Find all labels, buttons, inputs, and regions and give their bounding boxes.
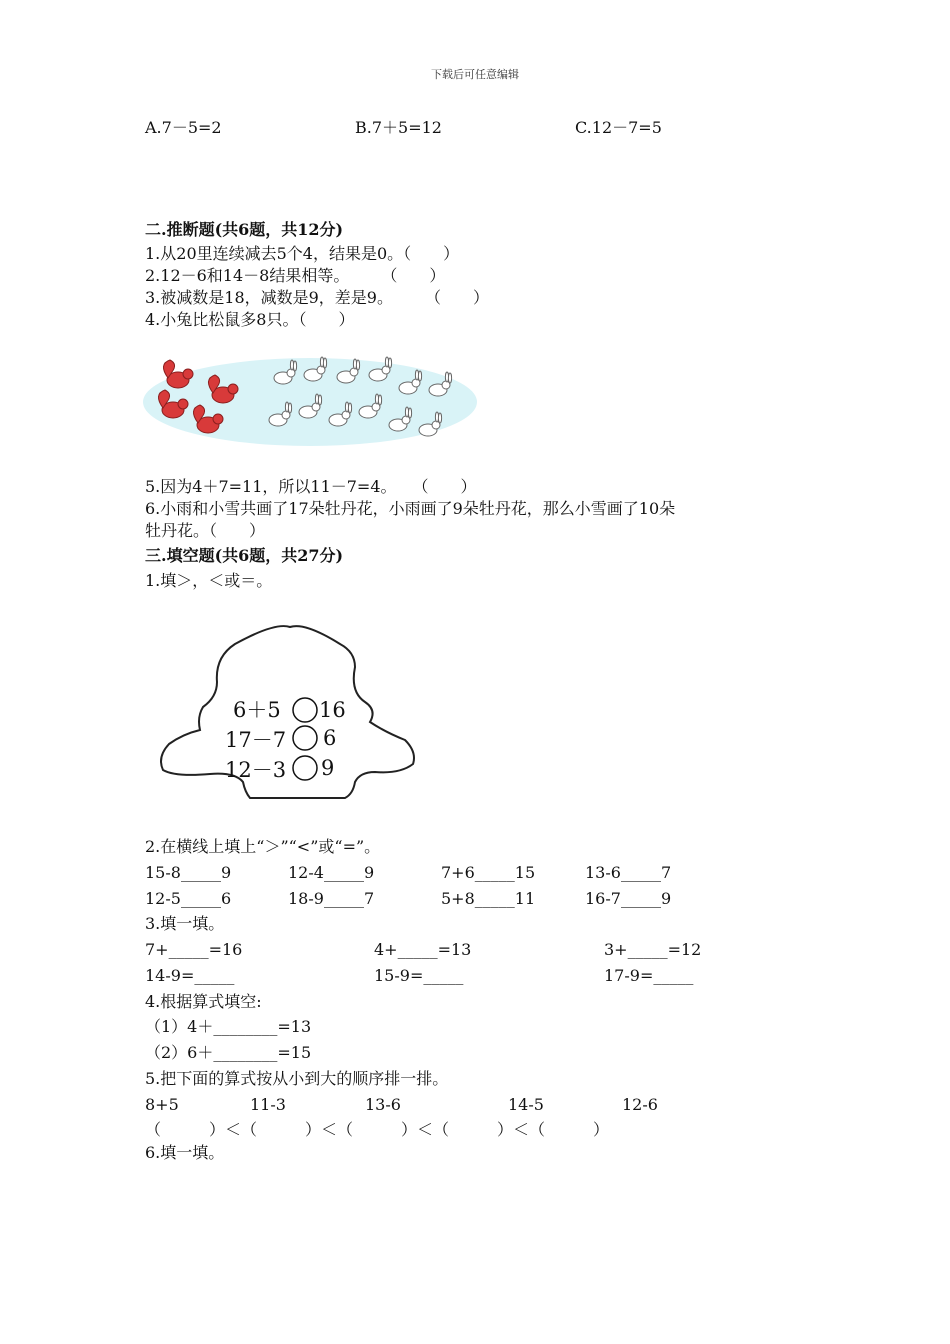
judge-q2: 2.12－6和14－8结果相等。 （ ） — [145, 266, 446, 285]
fill-q1: 1.填＞，＜或＝。 — [145, 571, 273, 590]
q2-r2-c4[interactable]: 16-7_____9 — [585, 889, 672, 908]
q5-expr-2: 11-3 — [250, 1095, 286, 1114]
tree-row2-right: 6 — [323, 726, 337, 750]
q3-r1-c3[interactable]: 3+_____=12 — [604, 940, 702, 959]
tree-comparison-figure — [155, 622, 420, 804]
tree-row3-left: 12－3 — [225, 758, 287, 782]
judge-q1: 1.从20里连续减去5个4，结果是0。（ ） — [145, 244, 460, 263]
q5-expr-5: 12-6 — [622, 1095, 658, 1114]
option-b: B.7＋5=12 — [355, 118, 442, 137]
q5-expr-1: 8+5 — [145, 1095, 179, 1114]
judge-q5: 5.因为4＋7=11，所以11－7=4。 （ ） — [145, 477, 477, 496]
judge-q6-line2: 牡丹花。（ ） — [145, 521, 266, 540]
q4-a[interactable]: （1）4＋________=13 — [145, 1017, 312, 1036]
tree-row2-left: 17－7 — [225, 728, 287, 752]
tree-row1-left: 6＋5 — [233, 698, 281, 722]
tree-row3-right: 9 — [321, 756, 335, 780]
compare-circle-1[interactable] — [293, 698, 317, 722]
squirrels-rabbits-picture — [143, 350, 478, 450]
judge-q3: 3.被减数是18，减数是9，差是9。 （ ） — [145, 288, 489, 307]
fill-q2: 2.在横线上填上“＞”“<”或“=”。 — [145, 837, 381, 856]
q3-r1-c1[interactable]: 7+_____=16 — [145, 940, 243, 959]
q2-r2-c3[interactable]: 5+8_____11 — [441, 889, 536, 908]
q3-r1-c2[interactable]: 4+_____=13 — [374, 940, 472, 959]
q2-r1-c1[interactable]: 15-8_____9 — [145, 863, 232, 882]
q5-expr-3: 13-6 — [365, 1095, 401, 1114]
q3-r2-c3[interactable]: 17-9=_____ — [604, 966, 694, 985]
fill-q4: 4.根据算式填空: — [145, 992, 262, 1011]
section3-title: 三.填空题(共6题，共27分) — [145, 546, 344, 565]
judge-q4: 4.小兔比松鼠多8只。（ ） — [145, 310, 355, 329]
q2-r1-c3[interactable]: 7+6_____15 — [441, 863, 536, 882]
judge-q6-line1: 6.小雨和小雪共画了17朵牡丹花，小雨画了9朵牡丹花，那么小雪画了10朵 — [145, 499, 676, 518]
q3-r2-c1[interactable]: 14-9=_____ — [145, 966, 235, 985]
q2-r2-c1[interactable]: 12-5_____6 — [145, 889, 232, 908]
fill-q6: 6.填一填。 — [145, 1143, 225, 1162]
option-c: C.12－7=5 — [575, 118, 662, 137]
q2-r1-c2[interactable]: 12-4_____9 — [288, 863, 375, 882]
tree-row1-right: 16 — [319, 698, 346, 722]
fill-q3: 3.填一填。 — [145, 914, 225, 933]
compare-circle-2[interactable] — [293, 726, 317, 750]
q4-b[interactable]: （2）6＋________=15 — [145, 1043, 312, 1062]
q2-r2-c2[interactable]: 18-9_____7 — [288, 889, 375, 908]
q3-r2-c2[interactable]: 15-9=_____ — [374, 966, 464, 985]
page-header: 下载后可任意编辑 — [431, 68, 519, 81]
q5-expr-4: 14-5 — [508, 1095, 544, 1114]
option-a: A.7－5=2 — [145, 118, 222, 137]
section2-title: 二.推断题(共6题，共12分) — [145, 220, 344, 239]
fill-q5: 5.把下面的算式按从小到大的顺序排一排。 — [145, 1069, 449, 1088]
compare-circle-3[interactable] — [293, 756, 317, 780]
q5-order-blanks[interactable]: （ ）＜（ ）＜（ ）＜（ ）＜（ ） — [145, 1120, 610, 1139]
q2-r1-c4[interactable]: 13-6_____7 — [585, 863, 672, 882]
